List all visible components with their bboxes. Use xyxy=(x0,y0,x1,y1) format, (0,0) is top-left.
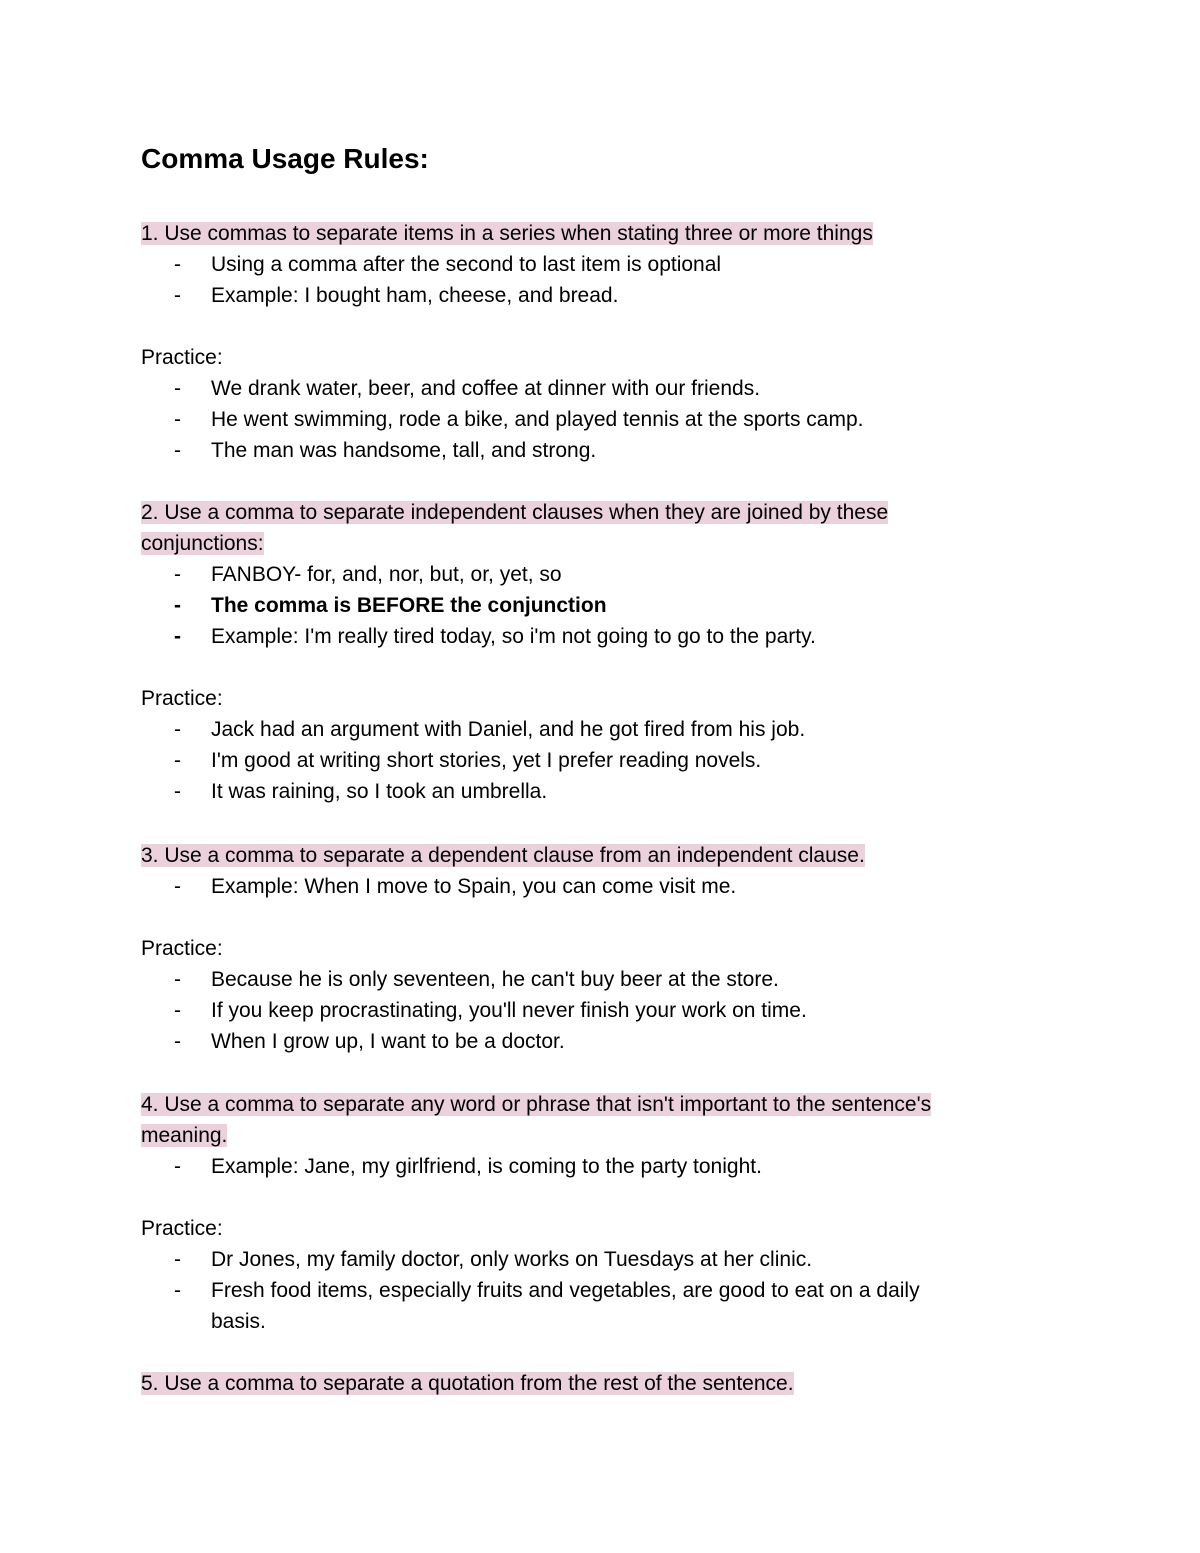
bullet-dash: - xyxy=(174,780,181,803)
practice-item: It was raining, so I took an umbrella. xyxy=(211,780,548,803)
practice-item: Fresh food items, especially fruits and vegetables, are good to eat on a daily xyxy=(211,1279,920,1302)
rule-1-heading xyxy=(141,218,873,249)
rule-1-example: Example: I bought ham, cheese, and bread. xyxy=(211,284,619,307)
rule-3-heading xyxy=(141,840,865,871)
rule-5-heading xyxy=(141,1368,794,1399)
rule-3-heading-text: 3. Use a comma to separate a dependent clause from an independent clause. xyxy=(141,844,865,867)
bullet-dash: - xyxy=(174,999,181,1022)
rule-2-heading-text: 2. Use a comma to separate independent clauses when they are joined by these xyxy=(141,501,889,524)
bullet-dash: - xyxy=(174,439,181,462)
rule-4-heading-line1 xyxy=(141,1089,931,1120)
bullet-dash: - xyxy=(174,563,181,586)
page-title: Comma Usage Rules: xyxy=(141,143,429,174)
practice-item: I'm good at writing short stories, yet I prefer reading novels. xyxy=(211,749,762,772)
bullet-dash: - xyxy=(174,253,181,276)
rule-4-heading-line2 xyxy=(141,1120,227,1151)
practice-label: Practice: xyxy=(141,937,223,960)
bullet-dash: - xyxy=(174,1030,181,1053)
practice-item: Dr Jones, my family doctor, only works on Tuesdays at her clinic. xyxy=(211,1248,813,1271)
bullet-dash: - xyxy=(174,284,181,307)
rule-4-heading-text: meaning. xyxy=(141,1124,228,1147)
practice-item: If you keep procrastinating, you'll never finish your work on time. xyxy=(211,999,807,1022)
practice-item: Because he is only seventeen, he can't buy beer at the store. xyxy=(211,968,779,991)
bullet-dash: - xyxy=(174,718,181,741)
rule-2-bullet: FANBOY- for, and, nor, but, or, yet, so xyxy=(211,563,562,586)
bullet-dash: - xyxy=(174,1279,181,1302)
rule-5-heading-text: 5. Use a comma to separate a quotation from the rest of the sentence. xyxy=(141,1372,794,1395)
bullet-dash: - xyxy=(174,377,181,400)
bullet-dash: - xyxy=(174,749,181,772)
practice-label: Practice: xyxy=(141,687,223,710)
bullet-dash: - xyxy=(174,594,181,617)
practice-item: He went swimming, rode a bike, and played tennis at the sports camp. xyxy=(211,408,864,431)
practice-item-continuation: basis. xyxy=(211,1310,266,1333)
rule-2-example: Example: I'm really tired today, so i'm not going to go to the party. xyxy=(211,625,816,648)
rule-1-heading-text: 1. Use commas to separate items in a series when stating three or more things xyxy=(141,222,873,245)
rule-2-heading-line2 xyxy=(141,528,264,559)
bullet-dash: - xyxy=(174,875,181,898)
bullet-dash: - xyxy=(174,1248,181,1271)
rule-4-example: Example: Jane, my girlfriend, is coming to the party tonight. xyxy=(211,1155,762,1178)
practice-item: When I grow up, I want to be a doctor. xyxy=(211,1030,565,1053)
rule-2-bold-note: The comma is BEFORE the conjunction xyxy=(211,594,607,617)
rule-3-example: Example: When I move to Spain, you can come visit me. xyxy=(211,875,737,898)
rule-2-heading-line1 xyxy=(141,497,888,528)
rule-2-heading-text: conjunctions: xyxy=(141,532,264,555)
bullet-dash: - xyxy=(174,968,181,991)
bullet-dash: - xyxy=(174,408,181,431)
bullet-dash: - xyxy=(174,1155,181,1178)
bullet-dash: - xyxy=(174,625,181,648)
practice-item: We drank water, beer, and coffee at dinner with our friends. xyxy=(211,377,761,400)
practice-item: Jack had an argument with Daniel, and he got fired from his job. xyxy=(211,718,806,741)
practice-item: The man was handsome, tall, and strong. xyxy=(211,439,597,462)
practice-label: Practice: xyxy=(141,1217,223,1240)
rule-4-heading-text: 4. Use a comma to separate any word or phrase that isn't important to the sentence's xyxy=(141,1093,932,1116)
practice-label: Practice: xyxy=(141,346,223,369)
rule-1-bullet: Using a comma after the second to last item is optional xyxy=(211,253,722,276)
